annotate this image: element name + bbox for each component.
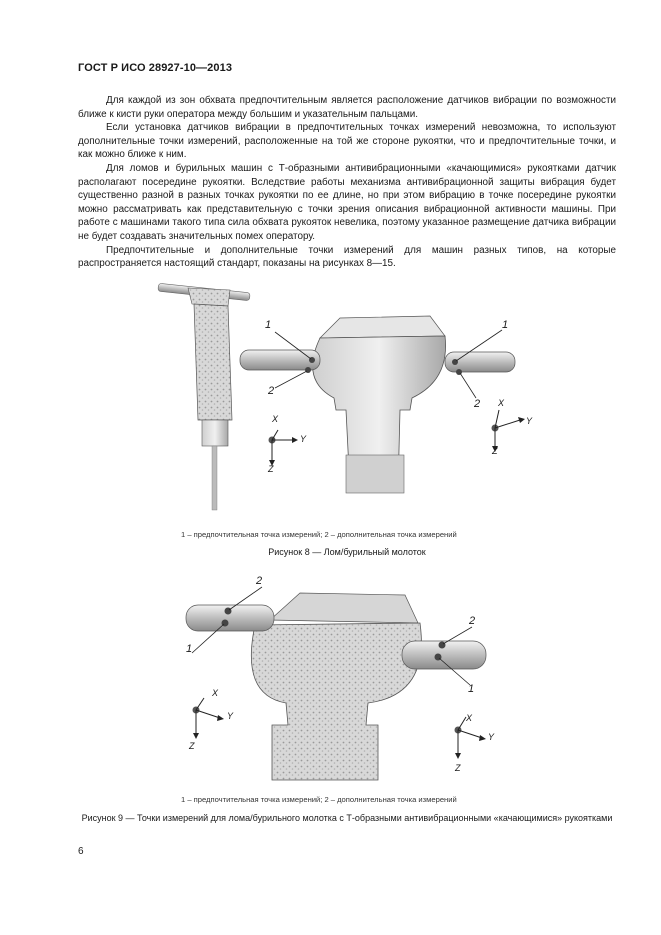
paragraph: Для каждой из зон обхвата предпочтительным является расположение датчиков вибрации по возможности ближе к кисти руки оператора между большим и указательным пальцами.	[78, 95, 616, 120]
handle-detail	[186, 587, 486, 780]
fig8-axis-z-left: Z	[268, 464, 274, 474]
fig8-axis-y-right: Y	[526, 416, 533, 426]
fig9-label-2-left: 2	[256, 575, 263, 587]
figure-8-drawing	[150, 280, 550, 520]
figure-9-drawing	[180, 585, 500, 785]
tool-overview	[158, 283, 250, 510]
paragraph: Если установка датчиков вибрации в предпочтительных точках измерений невозможна, то используют дополнительные точки измерений, расположенные на той же стороне рукоятки, что и предпочтительные точки, и как можно ближе к ним.	[78, 122, 616, 161]
fig9-axis-y-left: Y	[227, 711, 234, 721]
fig8-label-1-left: 1	[265, 319, 272, 331]
fig8-label-1-right: 1	[502, 319, 509, 331]
axes-left	[193, 698, 225, 739]
page-number: 6	[78, 846, 84, 857]
fig8-legend: 1 – предпочтительная точка измерений; 2 – дополнительная точка измерений	[181, 530, 457, 539]
fig9-axis-z-right: Z	[455, 763, 461, 773]
fig9-label-1-right: 1	[468, 683, 475, 695]
fig8-axis-x-left: X	[272, 414, 279, 424]
fig9-label-1-left: 1	[186, 643, 193, 655]
fig9-caption: Рисунок 9 — Точки измерений для лома/бурильного молотка с Т-образными антивибрационными «качающимися» рукоятками	[81, 813, 613, 823]
paragraph: Для ломов и бурильных машин с Т-образными антивибрационными «качающимися» рукоятками датчик располагают посередине рукоятки. Вследствие работы механизма антивибрационной защиты вибрация будет существенно разной в разных точках рукоятки по ее длине, но при этом вибрацию в точке посередине рукоятки можно рассматривать как представительную с точки зрения описания вибрационной активности машины. При работе с машинами такого типа сила обхвата рукояток невелика, поэтому указанное размещение датчика вибрации не будет создавать значительных помех оператору.	[78, 162, 616, 242]
fig9-label-2-right: 2	[469, 615, 476, 627]
paragraph: Предпочтительные и дополнительные точки измерений для машин разных типов, на которые распространяется настоящий стандарт, показаны на рисунках 8—15.	[78, 244, 616, 270]
fig9-axis-x-right: X	[466, 713, 473, 723]
body-text	[78, 94, 616, 271]
fig8-axis-x-right: X	[498, 398, 505, 408]
axes-left	[269, 430, 299, 466]
document-header: ГОСТ Р ИСО 28927-10—2013	[78, 62, 233, 74]
fig8-caption: Рисунок 8 — Лом/бурильный молоток	[268, 547, 426, 557]
fig9-legend: 1 – предпочтительная точка измерений; 2 – дополнительная точка измерений	[181, 795, 457, 804]
axes-right	[455, 717, 487, 759]
fig8-label-2-right: 2	[474, 398, 481, 410]
fig8-label-2-left: 2	[268, 385, 275, 397]
fig9-axis-y-right: Y	[488, 732, 495, 742]
fig9-axis-x-left: X	[212, 688, 219, 698]
fig8-axis-z-right: Z	[492, 446, 498, 456]
fig9-axis-z-left: Z	[189, 741, 195, 751]
fig8-axis-y-left: Y	[300, 434, 307, 444]
